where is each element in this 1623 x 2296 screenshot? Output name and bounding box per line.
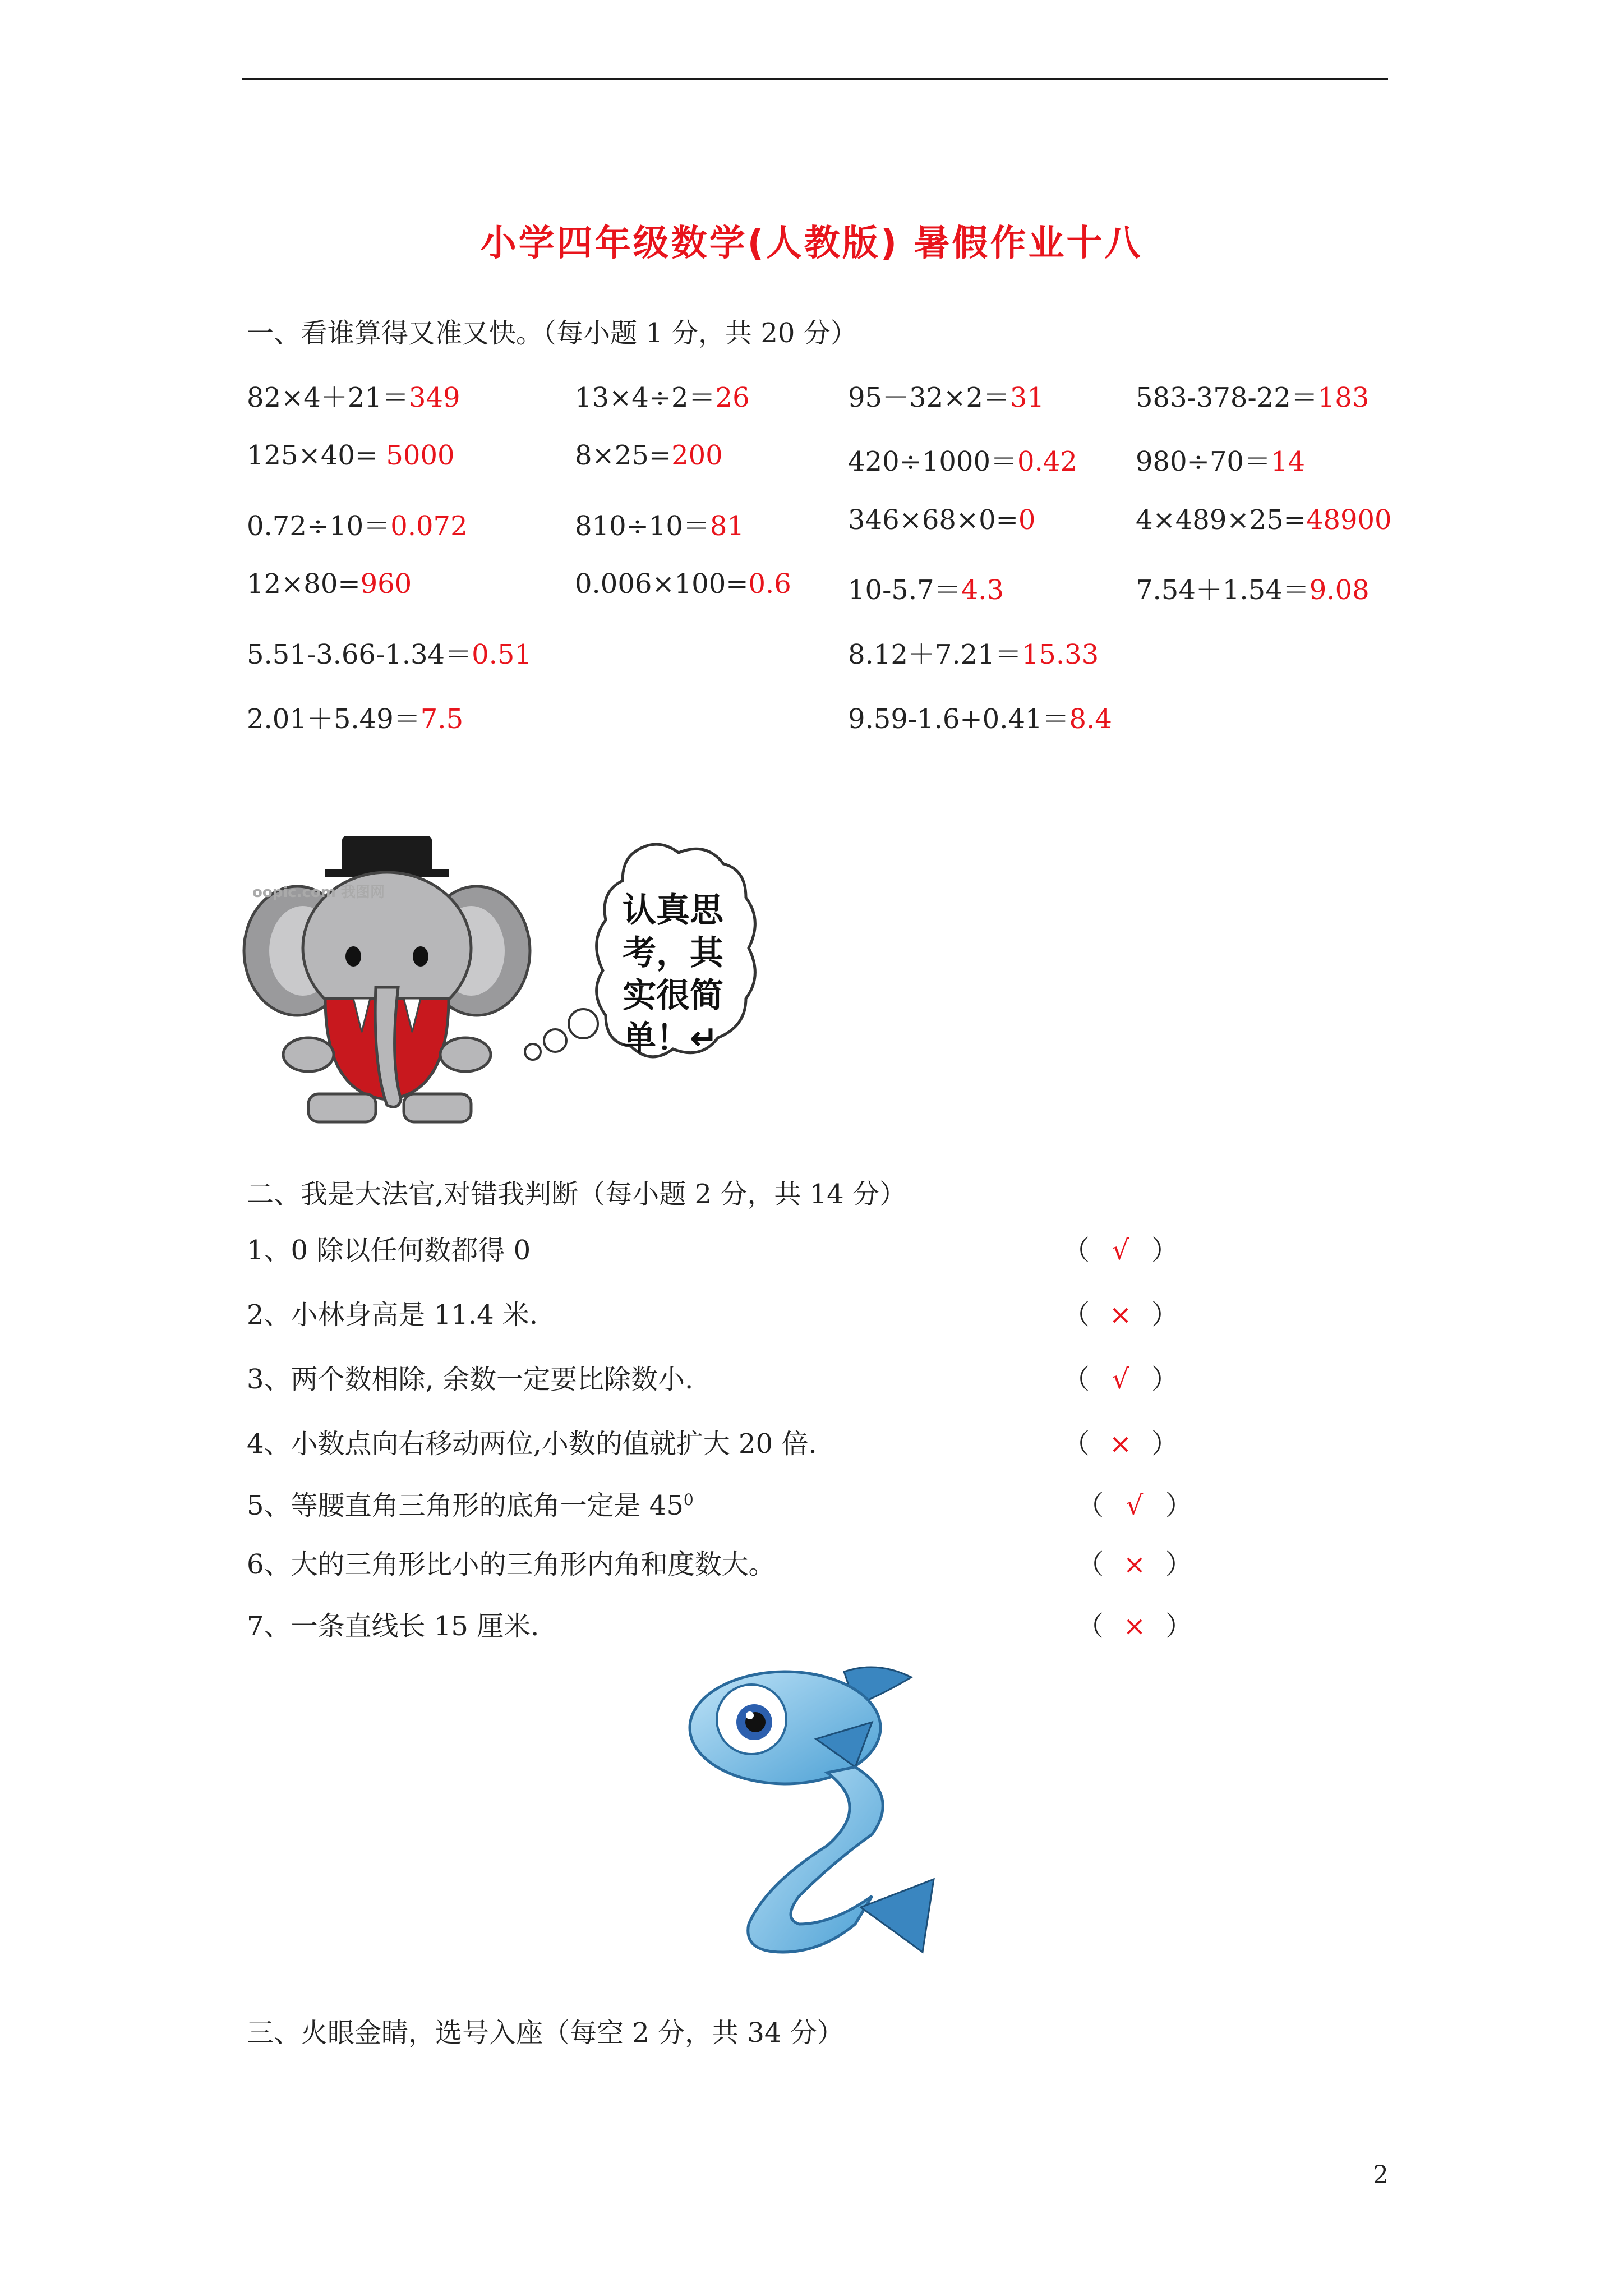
bubble-line: 考，其	[623, 933, 723, 973]
judge-question-text: 4、小数点向右移动两位,小数的值就扩大 20 倍.	[247, 1428, 817, 1460]
section3-heading: 三、火眼金睛，选号入座（每空 2 分，共 34 分）	[247, 2017, 844, 2049]
judge-mark: ×	[1109, 1299, 1132, 1331]
judge-question-text: 3、两个数相除, 余数一定要比除数小.	[247, 1364, 694, 1395]
open-paren: （	[1063, 1428, 1090, 1460]
calc-answer: 48900	[1306, 504, 1392, 536]
calc-answer: 8.4	[1069, 703, 1112, 735]
calc-item	[575, 504, 744, 543]
calc-question: 95－32×2＝	[848, 382, 1010, 413]
calc-question: 8×25=	[575, 440, 672, 471]
fish-image	[687, 1660, 945, 1963]
calc-question: 980÷70＝	[1136, 446, 1271, 477]
calc-item	[848, 376, 1044, 415]
calc-answer: 0.6	[748, 568, 791, 600]
calc-answer: 0.072	[390, 510, 468, 542]
judge-mark: √	[1112, 1235, 1129, 1266]
judge-question	[247, 1484, 694, 1522]
calc-answer: 26	[715, 382, 750, 413]
section1-heading: 一、看谁算得又准又快。（每小题 1 分，共 20 分）	[247, 318, 857, 349]
calc-question: 0.006×100=	[575, 568, 749, 600]
judge-question-text: 2、小林身高是 11.4 米.	[247, 1299, 538, 1331]
judge-mark: √	[1112, 1364, 1129, 1395]
calc-answer: 81	[709, 510, 744, 542]
judge-mark: ×	[1123, 1611, 1146, 1642]
calc-question: 4×489×25=	[1136, 504, 1306, 536]
calc-item	[848, 568, 1004, 607]
calc-question: 420÷1000＝	[848, 446, 1017, 477]
calc-question: 346×68×0=	[848, 504, 1018, 536]
calc-question: 5.51-3.66-1.34＝	[247, 639, 472, 670]
open-paren: （	[1077, 1490, 1104, 1521]
answer-parentheses	[1063, 1358, 1178, 1396]
calc-answer: 7.5	[420, 703, 464, 735]
judge-question	[247, 1604, 539, 1643]
calc-question: 13×4÷2＝	[575, 382, 716, 413]
judge-question	[247, 1358, 693, 1396]
close-paren: ）	[1151, 1428, 1179, 1460]
calc-answer: 31	[1009, 382, 1044, 413]
judge-question-text: 6、大的三角形比小的三角形内角和度数大。	[247, 1549, 776, 1580]
watermark: oopic.com 我图网	[252, 884, 385, 901]
calc-item	[848, 440, 1077, 478]
thought-bubble-text	[623, 889, 723, 1060]
calc-answer: 0.51	[472, 639, 532, 670]
open-paren: （	[1077, 1611, 1104, 1642]
calc-answer: 4.3	[961, 574, 1004, 606]
page-number: 2	[1373, 2161, 1389, 2189]
calc-item	[247, 376, 460, 415]
judge-mark: ×	[1109, 1428, 1132, 1460]
answer-parentheses	[1077, 1543, 1192, 1581]
header-rule	[242, 78, 1388, 80]
judge-question	[247, 1543, 776, 1581]
close-paren: ）	[1151, 1235, 1179, 1266]
calc-answer: 960	[360, 568, 412, 600]
close-paren: ）	[1165, 1611, 1193, 1642]
answer-parentheses	[1077, 1484, 1192, 1522]
answer-parentheses	[1063, 1228, 1178, 1267]
open-paren: （	[1063, 1299, 1090, 1331]
judge-question-text: 1、0 除以任何数都得 0	[247, 1235, 531, 1266]
judge-question	[247, 1422, 817, 1461]
judge-mark: ×	[1123, 1549, 1146, 1580]
calc-item	[247, 440, 455, 471]
calc-item	[848, 504, 1035, 536]
answer-parentheses	[1063, 1293, 1178, 1332]
calc-item	[247, 697, 463, 736]
judge-mark: √	[1126, 1490, 1144, 1521]
calc-question: 8.12＋7.21＝	[848, 639, 1022, 670]
calc-item	[575, 568, 791, 600]
calc-item	[848, 633, 1099, 671]
calc-answer: 14	[1270, 446, 1305, 477]
calc-item	[247, 568, 412, 600]
calc-answer: 183	[1317, 382, 1370, 413]
judge-question-text: 7、一条直线长 15 厘米.	[247, 1611, 540, 1642]
calc-item	[1136, 440, 1305, 478]
close-paren: ）	[1151, 1299, 1179, 1331]
section2-heading: 二、我是大法官,对错我判断（每小题 2 分，共 14 分）	[247, 1179, 906, 1210]
judge-question-text: 5、等腰直角三角形的底角一定是 45	[247, 1490, 684, 1521]
calc-item	[247, 633, 532, 671]
close-paren: ）	[1151, 1364, 1179, 1395]
calc-question: 125×40=	[247, 440, 386, 471]
page-title: 小学四年级数学(人教版) 暑假作业十八	[480, 223, 1143, 264]
close-paren: ）	[1165, 1549, 1193, 1580]
calc-question: 12×80=	[247, 568, 361, 600]
calc-item	[575, 376, 750, 415]
answer-parentheses	[1063, 1422, 1178, 1461]
open-paren: （	[1077, 1549, 1104, 1580]
bubble-line: 认真思	[623, 891, 723, 930]
calc-question: 9.59-1.6+0.41＝	[848, 703, 1069, 735]
calc-answer: 15.33	[1021, 639, 1099, 670]
calc-item	[247, 504, 468, 543]
calc-answer: 200	[671, 440, 723, 471]
calc-answer: 5000	[386, 440, 455, 471]
calc-question: 7.54＋1.54＝	[1136, 574, 1310, 606]
open-paren: （	[1063, 1364, 1090, 1395]
calc-answer: 0	[1018, 504, 1036, 536]
calc-item	[1136, 568, 1370, 607]
calc-item	[1136, 504, 1392, 536]
calc-answer: 349	[408, 382, 460, 413]
calc-answer: 9.08	[1309, 574, 1370, 606]
calc-item	[848, 697, 1112, 736]
calc-question: 810÷10＝	[575, 510, 710, 542]
elephant-illustration	[241, 830, 780, 1133]
degree-superscript: 0	[683, 1490, 694, 1509]
answer-parentheses	[1077, 1604, 1192, 1643]
calc-item	[575, 440, 723, 471]
fish-illustration	[687, 1660, 945, 1963]
close-paren: ）	[1165, 1490, 1193, 1521]
calc-question: 10-5.7＝	[848, 574, 961, 606]
calc-answer: 0.42	[1017, 446, 1077, 477]
judge-question	[247, 1228, 531, 1267]
bubble-line: 实很简	[623, 976, 723, 1015]
bubble-line: 单！↵	[623, 1019, 718, 1058]
calc-question: 583-378-22＝	[1136, 382, 1318, 413]
judge-question	[247, 1293, 538, 1332]
calc-question: 0.72÷10＝	[247, 510, 391, 542]
open-paren: （	[1063, 1235, 1090, 1266]
calc-question: 82×4＋21＝	[247, 382, 409, 413]
calc-question: 2.01＋5.49＝	[247, 703, 421, 735]
calc-item	[1136, 376, 1369, 415]
